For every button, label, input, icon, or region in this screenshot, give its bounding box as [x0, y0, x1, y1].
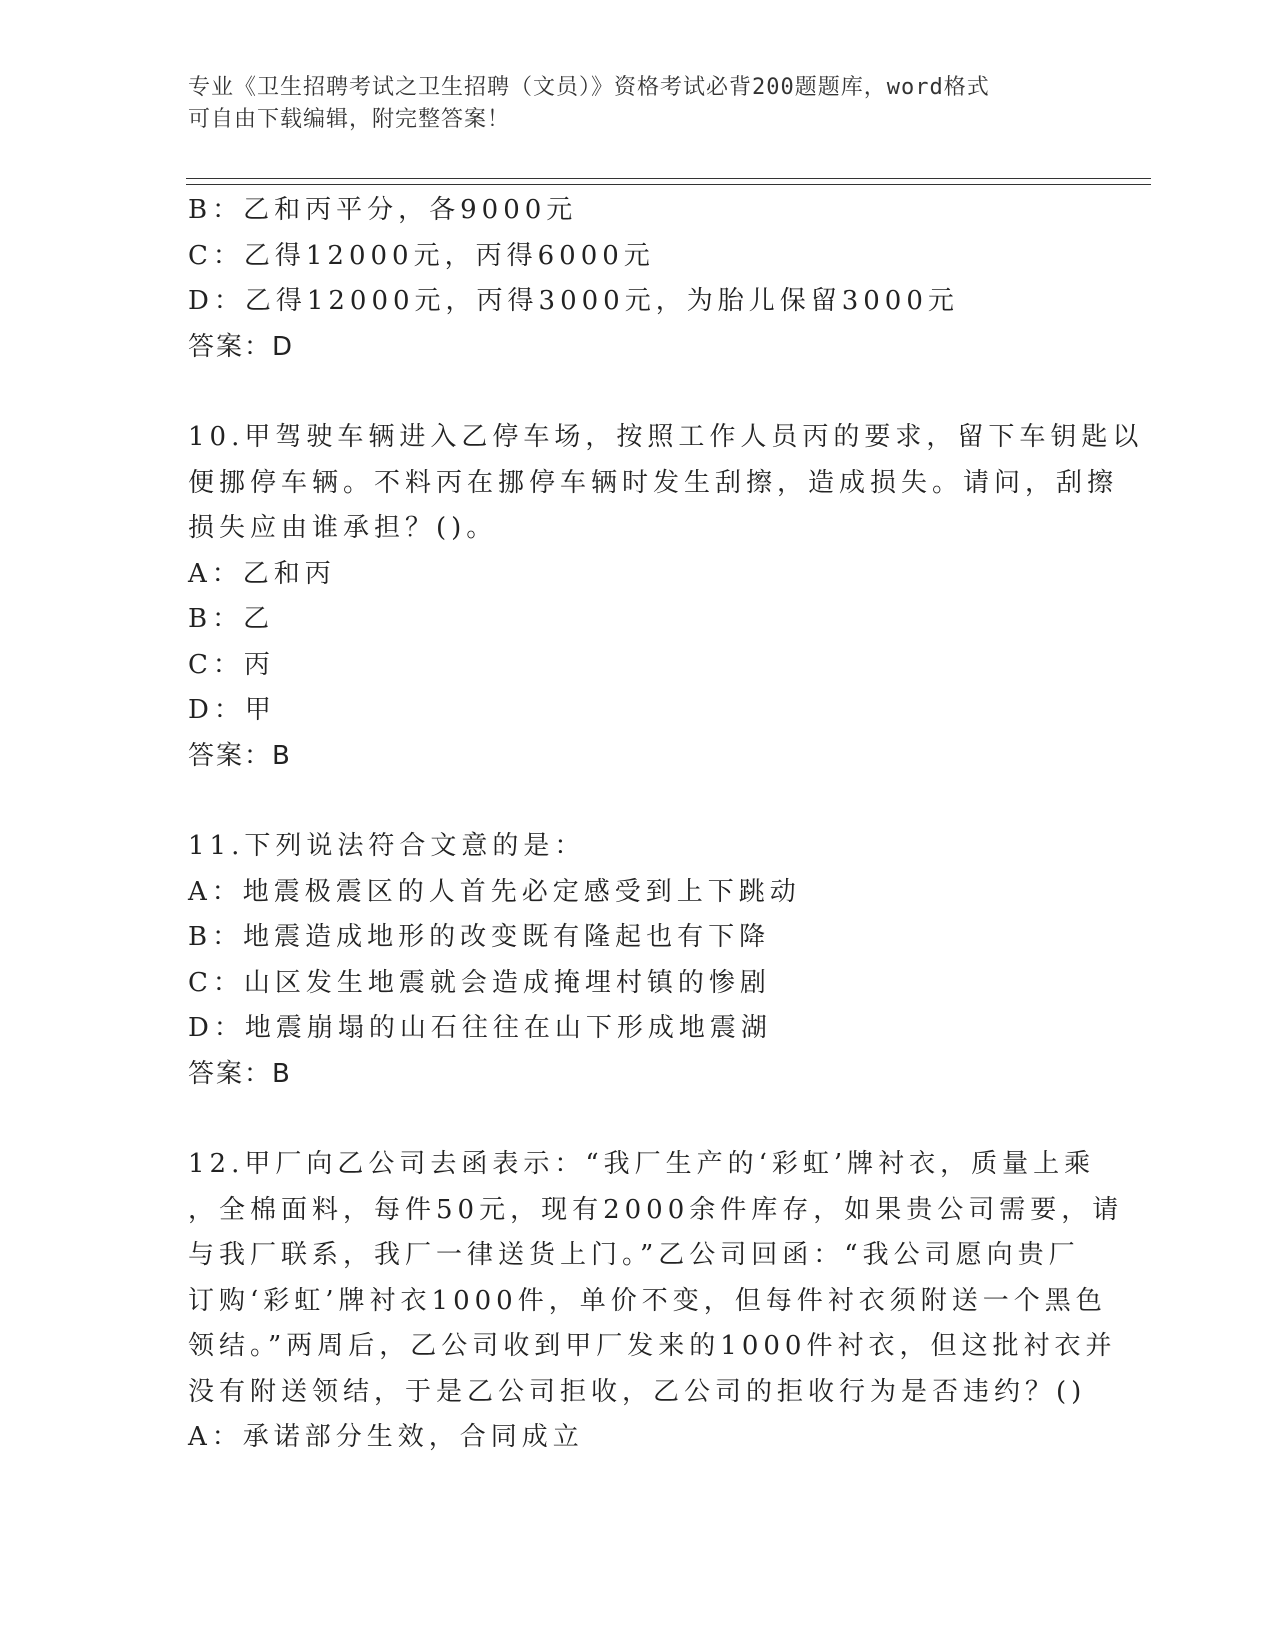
question-12 — [188, 1142, 1124, 1461]
option-d: D：甲 — [188, 695, 276, 725]
option-c: C：丙 — [188, 649, 275, 680]
answer-line: 答案：D — [188, 331, 295, 362]
option-b: B：地震造成地形的改变既有隆起也有下降 — [188, 922, 771, 952]
answer-line: 答案：B — [188, 1058, 292, 1089]
answer-line: 答案：B — [188, 740, 292, 771]
question-spacer — [188, 1097, 1088, 1142]
question-stem-line: 与我厂联系，我厂一律送货上门。”乙公司回函：“我公司愿向贵厂 — [188, 1240, 1080, 1270]
question-stem-line: 11.下列说法符合文意的是： — [188, 831, 586, 861]
header-title-line-1: 专业《卫生招聘考试之卫生招聘（文员）》资格考试必背200题题库，word格式 — [188, 75, 990, 100]
option-b: B：乙 — [188, 604, 275, 634]
question-11 — [188, 824, 1088, 1097]
question-9-continued — [188, 188, 1088, 370]
option-d: D：地震崩塌的山石往往在山下形成地震湖 — [188, 1013, 772, 1043]
option-c: C：山区发生地震就会造成掩埋村镇的惨剧 — [188, 967, 771, 998]
question-stem-line: 领结。”两周后，乙公司收到甲厂发来的1000件衬衣，但这批衬衣并 — [188, 1331, 1117, 1361]
question-stem-line: 订购‘彩虹’牌衬衣1000件，单价不变，但每件衬衣须附送一个黑色 — [188, 1285, 1107, 1316]
question-10 — [188, 415, 1144, 779]
option-d: D：乙得12000元，丙得3000元，为胎儿保留3000元 — [188, 286, 959, 316]
option-c: C：乙得12000元，丙得6000元 — [188, 240, 655, 271]
question-stem-line: 10.甲驾驶车辆进入乙停车场，按照工作人员丙的要求，留下车钥匙以 — [188, 422, 1144, 452]
question-stem-line: 12.甲厂向乙公司去函表示：“我厂生产的‘彩虹’牌衬衣，质量上乘 — [188, 1149, 1096, 1179]
header-rule-bottom — [186, 184, 1151, 185]
option-a: A：地震极震区的人首先必定感受到上下跳动 — [188, 876, 801, 907]
question-spacer — [188, 779, 1088, 824]
question-spacer — [188, 370, 1088, 415]
document-header — [188, 72, 1068, 136]
question-stem-line: 便挪停车辆。不料丙在挪停车辆时发生刮擦，造成损失。请问，刮擦 — [188, 467, 1119, 498]
header-title-line-2: 可自由下载编辑，附完整答案！ — [188, 107, 511, 132]
option-a: A：乙和丙 — [188, 558, 336, 589]
question-stem-line: 没有附送领结，于是乙公司拒收，乙公司的拒收行为是否违约？() — [188, 1376, 1087, 1407]
header-rule-top — [186, 178, 1151, 179]
question-stem-line: ，全棉面料，每件50元，现有2000余件库存，如果贵公司需要，请 — [188, 1194, 1124, 1225]
option-a: A：承诺部分生效，合同成立 — [188, 1422, 584, 1452]
option-b: B：乙和丙平分，各9000元 — [188, 195, 578, 225]
question-content — [188, 188, 1144, 1461]
question-stem-line: 损失应由谁承担？()。 — [188, 513, 498, 543]
